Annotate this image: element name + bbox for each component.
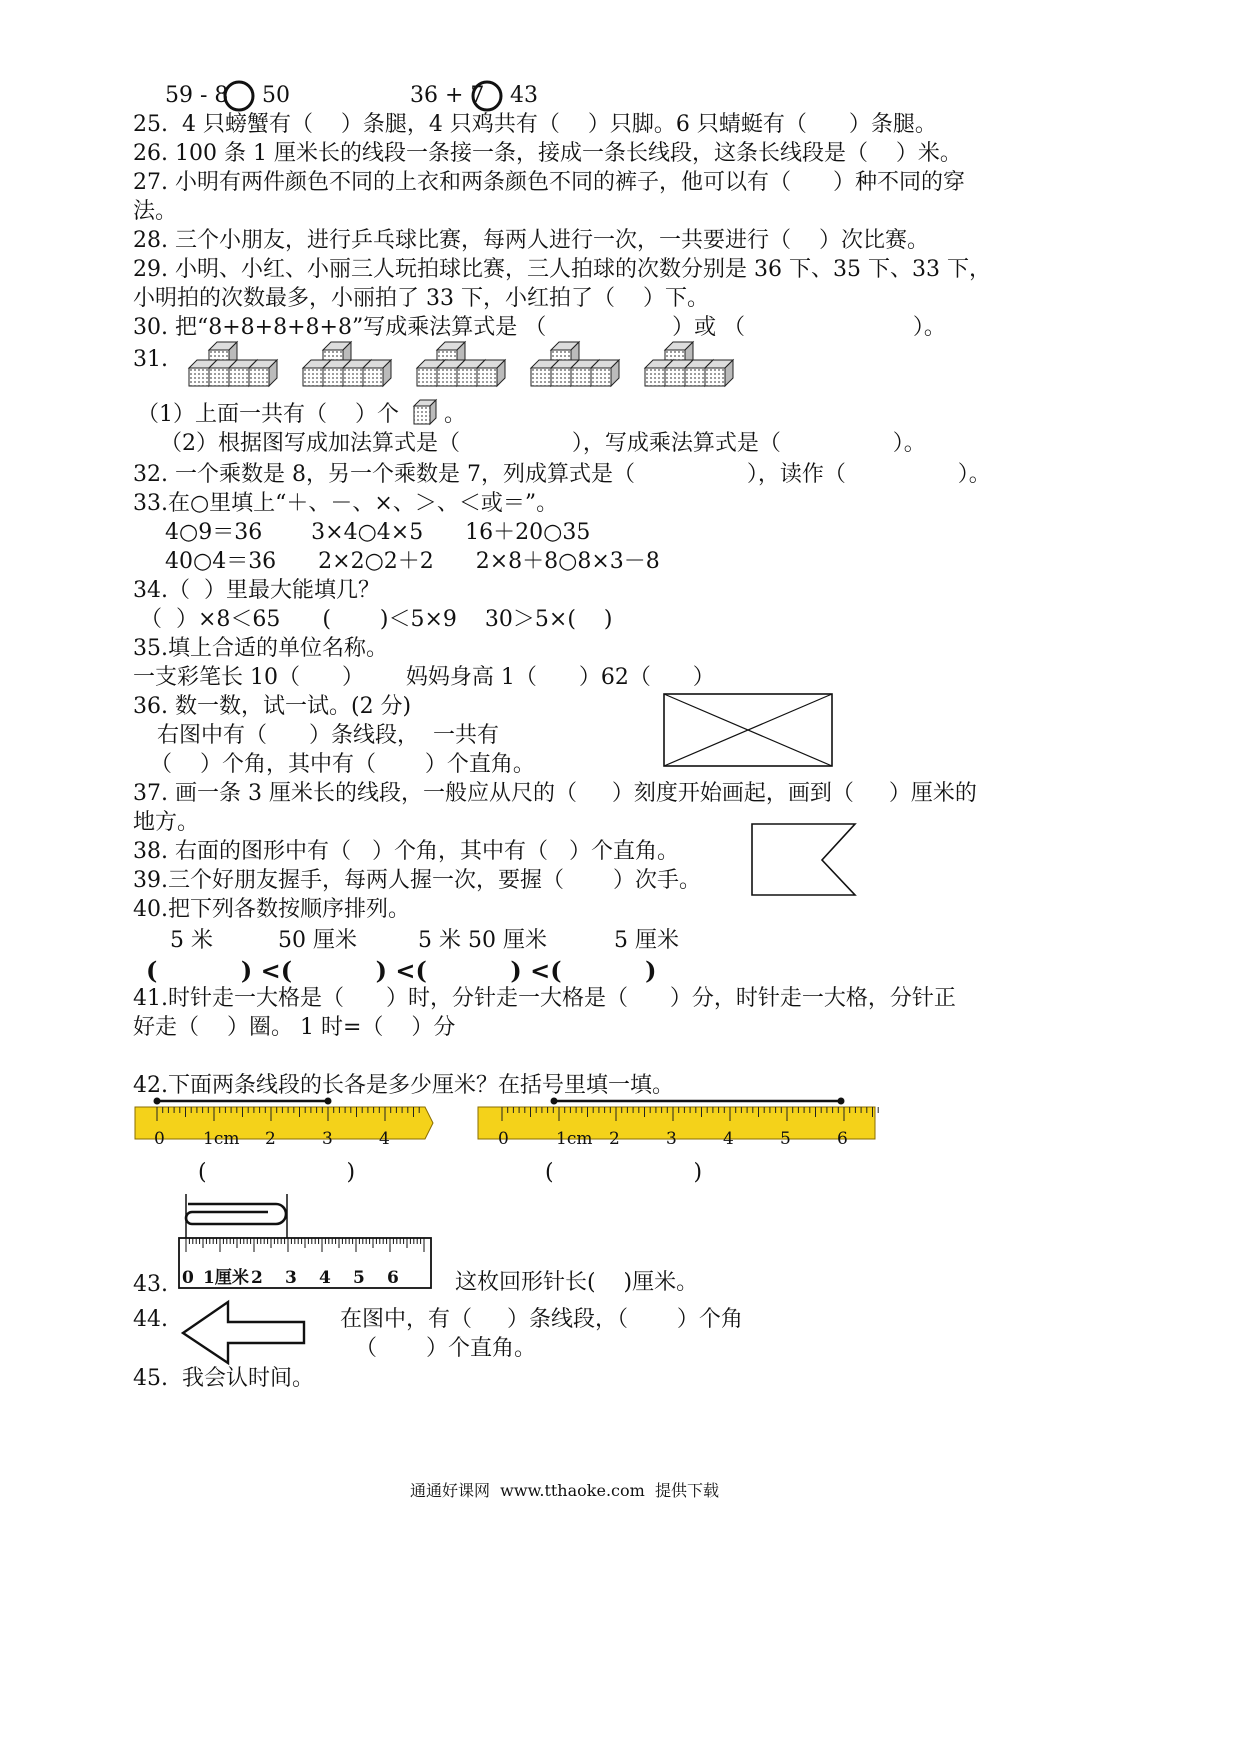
question-44-number: 44. [133,1307,168,1332]
question-36-line2: （ ）个角，其中有（ ）个直角。 [150,752,535,777]
ruler-2-label-1: 1cm [556,1129,593,1149]
question-37-line1: 37. 画一条 3 厘米长的线段，一般应从尺的（ ）刻度开始画起，画到（ ）厘米的 [133,781,977,806]
question-34-row: （ ）×8＜65 ( )＜5×9 30＞5×( ) [140,607,613,632]
question-25: 25. 4 只螃蟹有（ ）条腿，4 只鸡共有（ ）只脚。6 只蜻蜓有（ ）条腿。 [133,112,937,137]
question-32: 32. 一个乘数是 8，另一个乘数是 7，列成算式是（ ），读作（ ）。 [133,462,991,487]
q42-answer-2: ( ) [545,1160,703,1185]
q42-answer-1: ( ) [198,1160,356,1185]
ruler-1-label-3: 3 [322,1129,333,1149]
question-30: 30. 把“8+8+8+8+8”写成乘法算式是 （ ）或 （ ）。 [133,315,946,340]
question-40-title: 40.把下列各数按顺序排列。 [133,897,410,922]
question-41-line1: 41.时针走一大格是（ ）时，分针走一大格是（ ）分，时针走一大格，分针正 [133,986,956,1011]
ruler-3-label-6: 6 [387,1268,399,1288]
question-31-sub1: （1）上面一共有（ ）个 [137,402,399,427]
q40-item-4: 5 厘米 [614,928,679,953]
ruler-3-label-1: 1厘米 [203,1268,249,1288]
ruler-3-label-3: 3 [285,1268,297,1288]
question-29-line1: 29. 小明、小红、小丽三人玩拍球比赛，三人拍球的次数分别是 36 下、35 下、33 下， [133,257,991,282]
question-36-line1: 右图中有（ ）条线段， 一共有 [157,723,499,748]
q40-item-3: 5 米 50 厘米 [418,928,547,953]
question-33-title: 33.在○里填上“＋、－、×、＞、＜或＝”。 [133,491,559,516]
question-26: 26. 100 条 1 厘米长的线段一条接一条，接成一条长线段，这条长线段是（ ）米。 [133,141,962,166]
question-42-title: 42.下面两条线段的长各是多少厘米？在括号里填一填。 [133,1073,674,1098]
ruler-2-label-5: 5 [780,1129,791,1149]
q40-order-blanks: ( ) <( ) <( ) <( ) [146,956,657,985]
arrow-shape-figure [180,1300,310,1370]
question-33-row1: 4○9＝36 3×4○4×5 16＋20○35 [165,520,591,545]
question-29-line2: 小明拍的次数最多，小丽拍了 33 下，小红拍了（ ）下。 [133,286,709,311]
ruler-3-label-4: 4 [319,1268,331,1288]
ruler-1-label-2: 2 [265,1129,276,1149]
question-31-sub1-end: 。 [444,402,467,427]
question-34-title: 34.（ ）里最大能填几？ [133,578,380,603]
ruler-1-label-0: 0 [154,1129,165,1149]
question-38: 38. 右面的图形中有（ ）个角，其中有（ ）个直角。 [133,839,679,864]
compare-circle-icon [470,80,504,112]
ruler-1-label-4: 4 [379,1129,390,1149]
flag-shape-figure [750,822,860,898]
question-43-text: 这枚回形针长( )厘米。 [455,1270,699,1295]
ruler-1-label-1: 1cm [203,1129,240,1149]
ruler-2-label-0: 0 [498,1129,509,1149]
ruler-2-label-6: 6 [837,1129,848,1149]
question-33-row2: 40○4＝36 2×2○2＋2 2×8＋8○8×3－8 [165,549,660,574]
ruler-3-label-5: 5 [353,1268,365,1288]
question-31-sub2: （2）根据图写成加法算式是（ ），写成乘法算式是（ ）。 [160,431,926,456]
cube-icon [412,398,440,426]
q24-left-a: 59 - 8 [165,83,229,108]
q40-item-2: 50 厘米 [278,928,357,953]
question-44-line1: 在图中，有（ ）条线段，（ ）个角 [340,1307,743,1332]
ruler-3-label-0: 0 [182,1268,194,1288]
question-27-line1: 27. 小明有两件颜色不同的上衣和两条颜色不同的裤子，他可以有（ ）种不同的穿 [133,170,965,195]
question-28: 28. 三个小朋友，进行乒乓球比赛，每两人进行一次，一共要进行（ ）次比赛。 [133,228,929,253]
ruler-2 [478,1093,878,1153]
compare-circle-icon [222,80,256,112]
q24-left-b: 36 + 7 [410,83,485,108]
q24-right-b: 43 [510,83,538,108]
q40-item-1: 5 米 [170,928,213,953]
question-31-number: 31. [133,347,168,372]
question-39: 39.三个好朋友握手，每两人握一次，要握（ ）次手。 [133,868,701,893]
ruler-2-label-3: 3 [666,1129,677,1149]
footer-text: 通通好课网 www.tthaoke.com 提供下载 [410,1481,719,1500]
question-41-line2: 好走（ ）圈。 1 时=（ ）分 [133,1015,456,1040]
question-44-line2: （ ）个直角。 [355,1336,536,1361]
rectangle-with-diagonals-figure [663,693,835,769]
cube-stack-figures [185,338,745,388]
q24-right-a: 50 [262,83,290,108]
ruler-2-label-2: 2 [609,1129,620,1149]
question-37-line2: 地方。 [133,810,200,835]
question-43-number: 43. [133,1272,168,1297]
question-35-row: 一支彩笔长 10（ ） 妈妈身高 1（ ）62（ ） [133,665,715,690]
question-27-line2: 法。 [133,199,178,224]
ruler-2-label-4: 4 [723,1129,734,1149]
ruler-1 [135,1093,435,1153]
question-35-title: 35.填上合适的单位名称。 [133,636,388,661]
question-45: 45. 我会认时间。 [133,1366,314,1391]
question-36-title: 36. 数一数，试一试。(2 分) [133,694,412,719]
ruler-3-label-2: 2 [251,1268,263,1288]
